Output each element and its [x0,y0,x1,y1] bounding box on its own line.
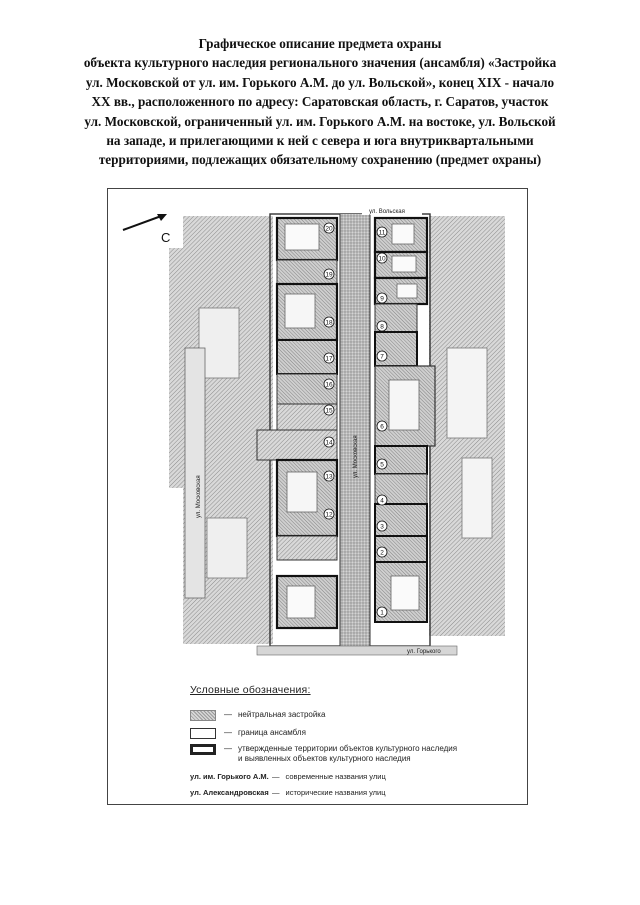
parcel-number: 16 [325,381,333,389]
title-line: ул. Московской от ул. им. Горького А.М. до ул. Вольской», конец XIX - начало [85,74,555,90]
legend-street-modern [190,772,386,781]
legend-title: Условные обозначения: [190,684,311,696]
title-line: XX вв., расположенного по адресу: Саратовская область, г. Саратов, участок [91,94,549,110]
legend-dash: — [272,788,280,797]
parcel-number: 17 [325,355,333,363]
legend-dash: — [224,728,232,737]
legend-dash: — [224,710,232,719]
street-name-historic: ул. Александровская [190,788,269,797]
street-top [362,206,422,215]
parcel-number: 20 [325,225,333,233]
ensemble-map [107,188,528,668]
parcel-number: 4 [380,497,384,505]
street-bottom [257,646,457,655]
neutral-swatch [190,710,216,721]
parcel-number: 5 [380,461,384,469]
parcel-number: 11 [378,229,386,237]
title-line: на западе, и прилегающими к ней с севера и юга внутриквартальными [106,133,534,149]
street-label-bottom: ул. Горького [407,649,441,655]
parcel-number: 2 [380,549,384,557]
north-arrow-icon [123,214,167,230]
parcel-number: 9 [380,295,384,303]
parcel-number: 1 [380,609,384,617]
north-arrow-label: С [161,230,171,245]
title-line: ул. Московской, ограниченный ул. им. Горького А.М. на востоке, ул. Вольской [84,113,556,129]
object-swatch [190,744,216,755]
parcel-number: 3 [380,523,384,531]
parcel-number: 7 [380,353,384,361]
parcel-number: 8 [380,323,384,331]
document-title [20,34,620,170]
street-left [185,348,205,598]
legend-street-historic [190,788,386,797]
legend-label: утвержденные территории объектов культурного наследия и выявленных объектов культурного наследия [238,744,458,763]
parcel-number: 14 [325,439,333,447]
parcel-number: 18 [325,319,333,327]
legend-item-neutral [190,710,325,721]
right-parcels [375,218,435,622]
moskovskaya-street [340,214,370,646]
legend-label: граница ансамбля [238,728,306,737]
title-line: Графическое описание предмета охраны [198,36,442,51]
street-name-modern: ул. им. Горького А.М. [190,772,269,781]
legend-item-object [190,744,490,763]
legend-item-boundary [190,728,306,739]
street-label-center: ул. Московская [353,435,359,478]
legend-dash: — [224,744,232,753]
boundary-swatch [190,728,216,739]
legend [190,684,490,797]
street-label-top: ул. Вольская [369,209,405,215]
parcel-number: 15 [325,407,333,415]
legend-dash: — [272,772,280,781]
street-legend-label: современные названия улиц [285,772,386,781]
title-line: объекта культурного наследия регионального значения (ансамбля) «Застройка [83,55,557,71]
parcel-number: 6 [380,423,384,431]
parcel-number: 13 [325,473,333,481]
parcel-number: 12 [325,511,333,519]
title-line: территориями, подлежащих обязательному сохранению (предмет охраны) [98,152,542,168]
street-legend-label: исторические названия улиц [285,788,386,797]
parcel-number: 10 [378,255,386,263]
street-label-left: ул. Московская [196,475,202,518]
parcel-number: 19 [325,271,333,279]
legend-label: нейтральная застройка [238,710,326,719]
